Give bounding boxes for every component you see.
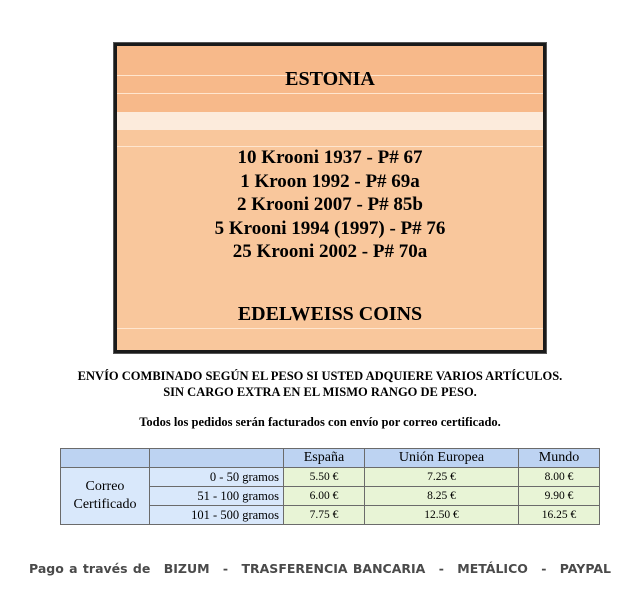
payment-method-bizum: BIZUM xyxy=(163,561,210,576)
price-world: 8.00 € xyxy=(519,468,600,487)
price-eu: 7.25 € xyxy=(364,468,518,487)
banknote-item: 10 Krooni 1937 - P# 67 xyxy=(237,147,423,168)
shipping-line-2: SIN CARGO EXTRA EN EL MISMO RANGO DE PESO. xyxy=(163,385,477,399)
card-light-band xyxy=(117,112,543,130)
price-spain: 6.00 € xyxy=(284,487,365,506)
payment-intro: Pago a través de xyxy=(29,561,151,576)
banknote-item: 5 Krooni 1994 (1997) - P# 76 xyxy=(214,217,446,239)
banknote-list xyxy=(117,146,543,264)
card-rule xyxy=(117,328,543,329)
listing-card xyxy=(114,43,546,353)
banknote-item: 2 Krooni 2007 - P# 85b xyxy=(237,194,423,215)
table-header-row xyxy=(61,449,600,468)
header-eu: Unión Europea xyxy=(364,449,518,468)
banknote-item: 25 Krooni 2002 - P# 70a xyxy=(232,241,428,262)
weight-range: 101 - 500 gramos xyxy=(150,506,284,525)
card-rule xyxy=(117,93,543,94)
header-world: Mundo xyxy=(519,449,600,468)
payment-methods xyxy=(0,561,640,576)
price-world: 16.25 € xyxy=(519,506,600,525)
table-row xyxy=(61,468,600,487)
card-title: ESTONIA xyxy=(285,68,375,90)
header-spain: España xyxy=(284,449,365,468)
price-eu: 12.50 € xyxy=(364,506,518,525)
weight-range: 0 - 50 gramos xyxy=(150,468,284,487)
weight-range: 51 - 100 gramos xyxy=(150,487,284,506)
service-label: Correo Certificado xyxy=(61,468,150,525)
invoice-note: Todos los pedidos serán facturados con envío por correo certificado. xyxy=(139,415,501,429)
banknote-item: 1 Kroon 1992 - P# 69a xyxy=(240,170,420,192)
brand-name: EDELWEISS COINS xyxy=(237,303,423,325)
price-spain: 7.75 € xyxy=(284,506,365,525)
price-spain: 5.50 € xyxy=(284,468,365,487)
price-eu: 8.25 € xyxy=(364,487,518,506)
shipping-notice xyxy=(0,368,640,400)
payment-separator: - xyxy=(541,561,547,576)
payment-separator: - xyxy=(222,561,229,576)
payment-method-transfer: TRASFERENCIA BANCARIA xyxy=(241,561,426,576)
header-blank-cell xyxy=(61,449,150,468)
payment-method-cash: METÁLICO xyxy=(457,561,528,576)
price-world: 9.90 € xyxy=(519,487,600,506)
payment-separator: - xyxy=(438,561,444,576)
header-blank-cell xyxy=(150,449,284,468)
payment-method-paypal: PAYPAL xyxy=(559,561,611,576)
shipping-rates-table xyxy=(60,448,600,525)
shipping-line-1: ENVÍO COMBINADO SEGÚN EL PESO SI USTED ADQUIERE VARIOS ARTÍCULOS. xyxy=(77,369,563,383)
